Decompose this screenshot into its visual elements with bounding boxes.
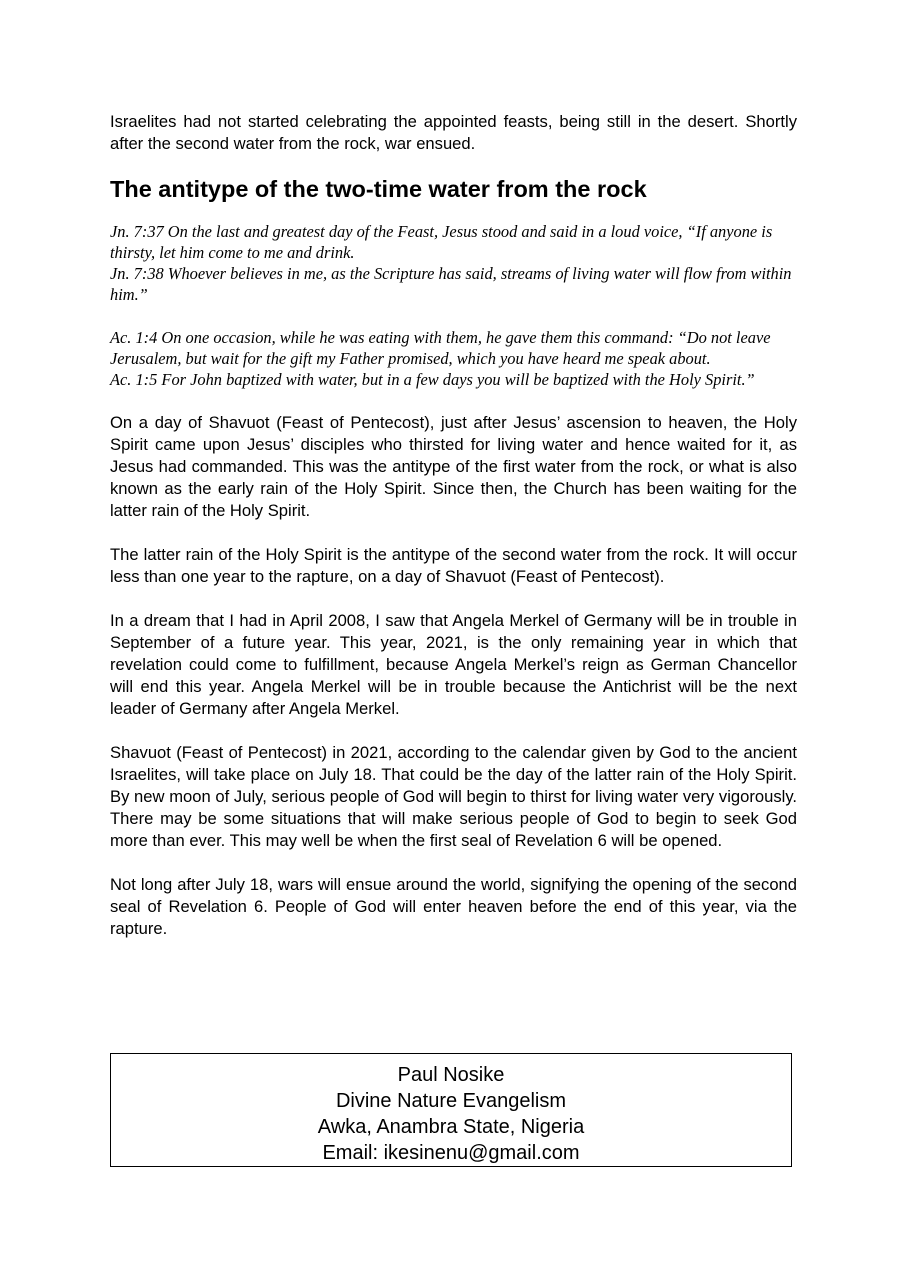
paragraph-shavuot-early-rain: On a day of Shavuot (Feast of Pentecost), just after Jesus’ ascension to heaven, the Holy Spirit came upon Jesus’ disciples who thirsted for living water and hence waited for it, as Jesus had commanded. This was the antitype of the first water from the rock, or what is also known as the early rain of the Holy Spirit. Since then, the Church has been waiting for the latter rain of the Holy Spirit. bbox=[110, 413, 797, 520]
contact-organization: Divine Nature Evangelism bbox=[335, 1090, 567, 1112]
verse-john-7-37: Jn. 7:37 On the last and greatest day of the Feast, Jesus stood and said in a loud voice, “If anyone is thirsty, let him come to me and drink. bbox=[110, 222, 773, 262]
scripture-quote-john bbox=[110, 221, 797, 305]
contact-email: Email: ikesinenu@gmail.com bbox=[322, 1142, 580, 1164]
verse-acts-1-4: Ac. 1:4 On one occasion, while he was eating with them, he gave them this command: “Do not leave Jerusalem, but wait for the gift my Father promised, which you have heard me speak about. bbox=[110, 328, 771, 368]
contact-name: Paul Nosike bbox=[397, 1064, 505, 1086]
paragraph-wars-rapture: Not long after July 18, wars will ensue around the world, signifying the opening of the second seal of Revelation 6. People of God will enter heaven before the end of this year, via the rapture. bbox=[110, 875, 797, 938]
verse-acts-1-5: Ac. 1:5 For John baptized with water, but in a few days you will be baptized with the Holy Spirit.” bbox=[110, 370, 755, 389]
section-heading: The antitype of the two-time water from the rock bbox=[110, 176, 647, 202]
document-page bbox=[110, 111, 797, 962]
intro-paragraph: Israelites had not started celebrating the appointed feasts, being still in the desert. Shortly after the second water from the rock, war ensued. bbox=[110, 112, 797, 153]
contact-location: Awka, Anambra State, Nigeria bbox=[317, 1116, 585, 1138]
scripture-quote-acts bbox=[110, 327, 797, 390]
paragraph-shavuot-2021: Shavuot (Feast of Pentecost) in 2021, according to the calendar given by God to the ancient Israelites, will take place on July 18. That could be the day of the latter rain of the Holy Spirit. By new moon of July, serious people of God will begin to thirst for living water very vigorously. There may be some situations that will make serious people of God to begin to seek God more than ever. This may well be when the first seal of Revelation 6 will be opened. bbox=[110, 743, 797, 850]
contact-box bbox=[110, 1053, 792, 1167]
verse-john-7-38: Jn. 7:38 Whoever believes in me, as the Scripture has said, streams of living water will flow from within him.” bbox=[110, 264, 792, 304]
paragraph-latter-rain: The latter rain of the Holy Spirit is the antitype of the second water from the rock. It will occur less than one year to the rapture, on a day of Shavuot (Feast of Pentecost). bbox=[110, 545, 797, 586]
paragraph-dream-merkel: In a dream that I had in April 2008, I saw that Angela Merkel of Germany will be in trouble in September of a future year. This year, 2021, is the only remaining year in which that revelation could come to fulfillment, because Angela Merkel’s reign as German Chancellor will end this year. Angela Merkel will be in trouble because the Antichrist will be the next leader of Germany after Angela Merkel. bbox=[110, 611, 797, 718]
